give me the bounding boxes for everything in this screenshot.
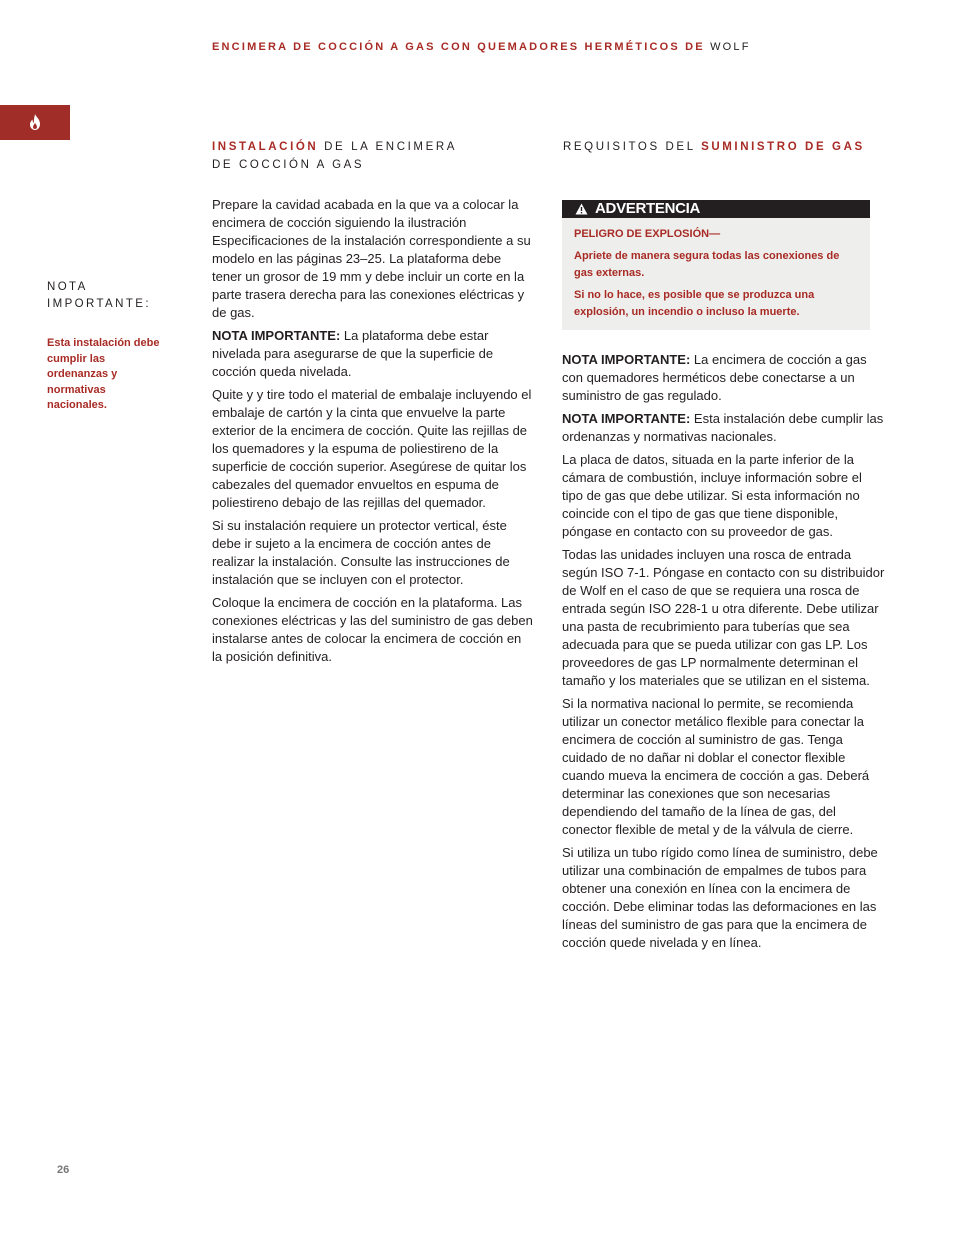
paragraph: Si su instalación requiere un protector vertical, éste debe ir sujeto a la encimera de cocción antes de realizar la instalación. Consulte las instrucciones de instalación que se incluyen con el protector. (212, 518, 510, 587)
note-bold: NOTA IMPORTANTE: (212, 328, 341, 343)
paragraph (562, 410, 886, 446)
gas-supply-section-title (563, 138, 865, 156)
running-header (212, 41, 912, 53)
paragraph: Coloque la encimera de cocción en la plataforma. Las conexiones eléctricas y las del suministro de gas deben instalarse antes de colocar la encimera de cocción en la posición definitiva. (212, 595, 533, 664)
page-number: 26 (57, 1164, 70, 1176)
paragraph: Quite y y tire todo el material de embalaje incluyendo el embalaje de cartón y la cinta que envuelve la parte exterior de la encimera de cocción. Quite las rejillas de los quemadores y la espuma de poliestireno de la superficie de cocción superior. Asegúrese de quitar los cabezales del quemador envueltos en espuma de poliestireno debajo de las rejillas del quemador. (212, 387, 532, 510)
warning-header (562, 200, 870, 218)
paragraph: La placa de datos, situada en la parte inferior de la cámara de combustión, incluye información sobre el tipo de gas que debe utilizar. Si esta información no coincide con el tipo de gas que tiene disponible, póngase en contacto con su proveedor de gas. (562, 452, 862, 539)
flame-icon (29, 114, 41, 130)
note-text: La plataforma debe estar nivelada para asegurarse de que la superficie de cocción queda nivelada. (212, 328, 494, 379)
side-note-text: Esta instalación debe cumplir las ordenanzas y normativas nacionales. (47, 337, 160, 412)
paragraph: Prepare la cavidad acabada en la que va a colocar la encimera de cocción siguiendo la ilustración Especificaciones de la instalación correspondiente a su modelo en las páginas 23–25. La plataforma debe tener un grosor de 19 mm y debe incluir un corte en la parte trasera derecha para las conexiones eléctricas y de gas. (212, 197, 531, 320)
side-note-label (47, 279, 151, 313)
warning-line: Apriete de manera segura todas las conexiones de gas externas. (574, 249, 840, 279)
title-line2: DE COCCIÓN A GAS (212, 159, 365, 171)
right-column (562, 351, 886, 957)
title-rest: REQUISITOS DEL (563, 141, 702, 153)
note-label-line2: IMPORTANTE: (47, 298, 151, 310)
note-label-line1: NOTA (47, 281, 88, 293)
left-column (212, 196, 534, 671)
note-bold: NOTA IMPORTANTE: (562, 411, 691, 426)
warning-body (562, 218, 870, 322)
title-line1: DE LA ENCIMERA (318, 141, 458, 153)
section-tab (0, 105, 70, 140)
warning-line: PELIGRO DE EXPLOSIÓN— (574, 228, 721, 240)
warning-box (562, 200, 870, 330)
paragraph: Si utiliza un tubo rígido como línea de suministro, debe utilizar una combinación de empalmes de tubos para obtener una conexión en línea con la encimera de cocción. Debe eliminar todas las deformaciones en las líneas del suministro de gas para que la encimera de cocción quede nivelada y en línea. (562, 845, 878, 950)
warning-heading: ADVERTENCIA (595, 200, 701, 217)
installation-section-title (212, 138, 457, 174)
warning-line: Si no lo hace, es posible que se produzca una explosión, un incendio o incluso la muerte. (574, 288, 815, 318)
paragraph: Todas las unidades incluyen una rosca de entrada según ISO 7-1. Póngase en contacto con su distribuidor de Wolf en el caso de que se requiera una rosca de entrada según ISO 228-1 u otra diferente. Debe utilizar una pasta de recubrimiento para tuberías que sea adecuada para que se pueda utilizar con gas LP. Los proveedores de gas LP normalmente determinan el tamaño y los materiales que se utilizan en el sistema. (562, 547, 885, 688)
title-bold: SUMINISTRO DE GAS (701, 141, 865, 153)
note-text: La encimera de cocción a gas con quemadores herméticos debe conectarse a un suministro de gas regulado. (562, 352, 867, 403)
note-bold: NOTA IMPORTANTE: (562, 352, 691, 367)
note-text: Esta instalación debe cumplir las ordenanzas y normativas nacionales. (562, 411, 884, 444)
paragraph: Si la normativa nacional lo permite, se recomienda utilizar un conector metálico flexible para conectar la encimera de cocción al suministro de gas. Tenga cuidado de no dañar ni doblar el conector flexible cuando mueva la encimera de cocción a gas. Deberá determinar las conexiones que son necesarias dependiendo del tamaño de la línea de gas, del conector flexible de metal y de la válvula de cierre. (562, 696, 870, 837)
title-bold: INSTALACIÓN (212, 141, 319, 153)
paragraph (212, 327, 534, 381)
paragraph (562, 351, 886, 405)
header-title: ENCIMERA DE COCCIÓN A GAS CON QUEMADORES HERMÉTICOS DE (212, 41, 705, 53)
header-brand: WOLF (710, 41, 751, 53)
warning-triangle-icon (575, 203, 588, 215)
